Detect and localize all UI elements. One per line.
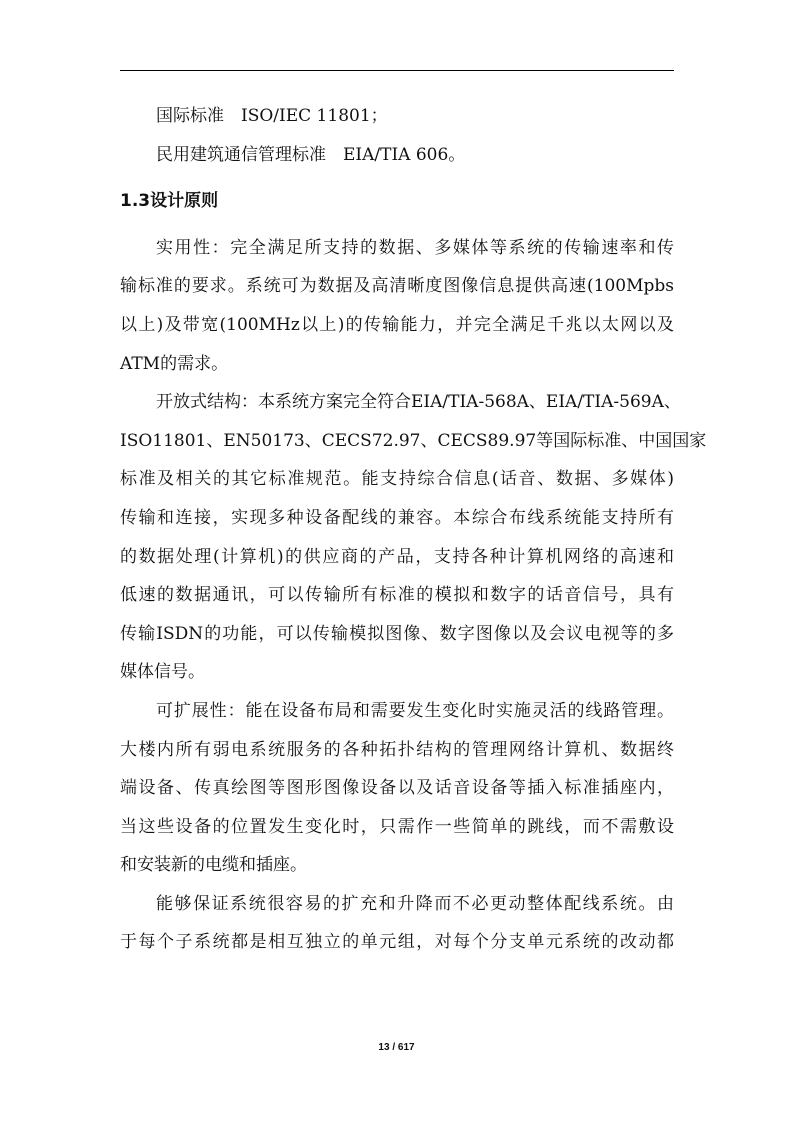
paragraph-line: 输标准的要求。系统可为数据及高清晰度图像信息提供高速(100Mpbs [120, 276, 674, 297]
paragraph-line: 低速的数据通讯，可以传输所有标准的模拟和数字的话音信号，具有 [120, 585, 674, 606]
paragraph-line: ISO11801、EN50173、CECS72.97、CECS89.97等国际标准、中国国家 [120, 430, 707, 451]
paragraph-line: 可扩展性：能在设备布局和需要发生变化时实施灵活的线路管理。 [156, 700, 674, 721]
paragraph-line: 能够保证系统很容易的扩充和升降而不必更动整体配线系统。由 [156, 893, 674, 914]
standard-line-eia: 民用建筑通信管理标准 EIA/TIA 606。 [156, 144, 466, 165]
standard-line-iso: 国际标准 ISO/IEC 11801； [156, 106, 388, 126]
header-rule [120, 70, 674, 71]
paragraph-line: 和安装新的电缆和插座。 [120, 855, 307, 876]
paragraph-line: ATM的需求。 [120, 353, 229, 374]
paragraph-line: 以上)及带宽(100MHz以上)的传输能力，并完全满足千兆以太网以及 [120, 314, 674, 335]
document-body [120, 97, 707, 962]
paragraph-line: 当这些设备的位置发生变化时，只需作一些简单的跳线，而不需敷设 [120, 816, 674, 837]
paragraph-line: 开放式结构：本系统方案完全符合EIA/TIA-568A、EIA/TIA-569A、 [156, 392, 681, 413]
paragraph-line: 传输ISDN的功能，可以传输模拟图像、数字图像以及会议电视等的多 [120, 623, 674, 644]
paragraph-line: 于每个子系统都是相互独立的单元组，对每个分支单元系统的改动都 [120, 932, 674, 953]
paragraph-line: 传输和连接，实现多种设备配线的兼容。本综合布线系统能支持所有 [120, 507, 674, 528]
paragraph-line: 端设备、传真绘图等图形图像设备以及话音设备等插入标准插座内， [120, 778, 674, 799]
paragraph-line: 大楼内所有弱电系统服务的各种拓扑结构的管理网络计算机、数据终 [120, 739, 674, 760]
paragraph-line: 实用性：完全满足所支持的数据、多媒体等系统的传输速率和传 [156, 237, 674, 258]
paragraph-line: 标准及相关的其它标准规范。能支持综合信息(话音、数据、多媒体) [120, 469, 674, 490]
paragraph-line: 媒体信号。 [120, 662, 205, 683]
section-heading: 1.3设计原则 [120, 191, 219, 212]
page-number: 13 / 617 [378, 1042, 415, 1053]
paragraph-line: 的数据处理(计算机)的供应商的产品，支持各种计算机网络的高速和 [120, 546, 674, 567]
